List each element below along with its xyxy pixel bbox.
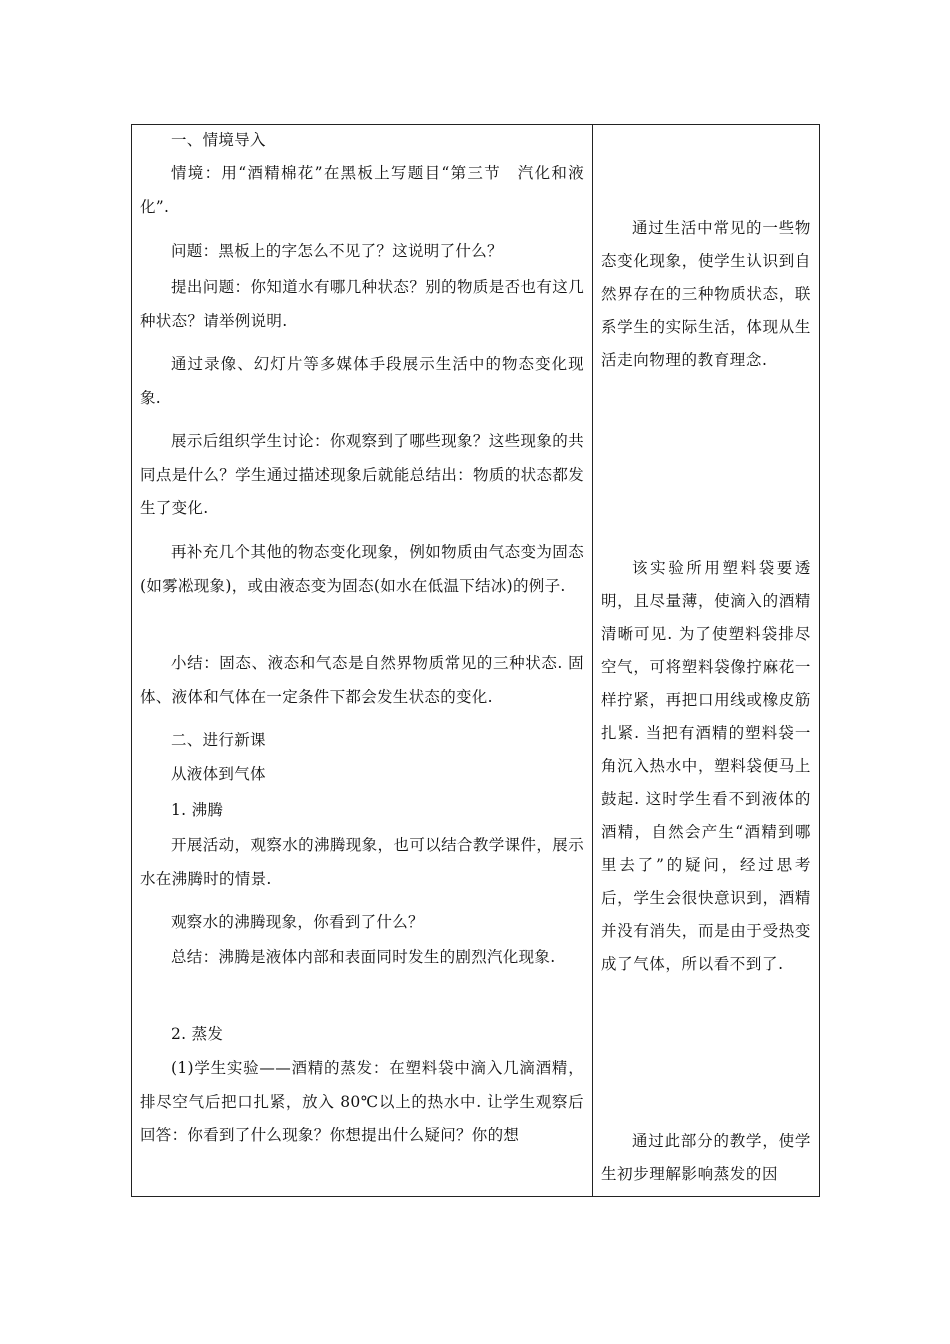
note-plastic-bag-experiment: 该实验所用塑料袋要透明，且尽量薄，使滴入的酒精清晰可见. 为了使塑料袋排尽空气，可将塑料袋像拧麻花一样拧紧，再把口用线或橡皮筋扎紧. 当把有酒精的塑料袋一角沉入热水中，塑料袋便马上鼓起. 这时学生看不到液体的酒精，自然会产生“酒精到哪里去了”的疑问，经过思考后，学生会很快意识到，酒精并没有消失，而是由于受热变成了气体，所以看不到了. bbox=[601, 559, 811, 973]
paragraph-raise-question: 提出问题：你知道水有哪几种状态？别的物质是否也有这几种状态？请举例说明. bbox=[140, 278, 584, 330]
paragraph-scenario: 情境：用“酒精棉花”在黑板上写题目“第三节 汽化和液化”. bbox=[140, 164, 584, 216]
column-divider bbox=[592, 124, 593, 1197]
paragraph-boiling-observe: 观察水的沸腾现象，你看到了什么？ bbox=[171, 913, 424, 931]
paragraph-alcohol-experiment: (1)学生实验——酒精的蒸发：在塑料袋中滴入几滴酒精，排尽空气后把口扎紧，放入 80℃以上的热水中. 让学生观察后回答：你看到了什么现象？你想提出什么疑问？你的想 bbox=[140, 1059, 584, 1144]
note-evaporation-teaching: 通过此部分的教学，使学生初步理解影响蒸发的因 bbox=[601, 1132, 811, 1183]
paragraph-question: 问题：黑板上的字怎么不见了？这说明了什么？ bbox=[171, 242, 503, 260]
paragraph-multimedia: 通过录像、幻灯片等多媒体手段展示生活中的物态变化现象. bbox=[140, 355, 584, 407]
paragraph-discussion: 展示后组织学生讨论：你观察到了哪些现象？这些现象的共同点是什么？学生通过描述现象后就能总结出：物质的状态都发生了变化. bbox=[140, 432, 584, 517]
note-phase-change-intent: 通过生活中常见的一些物态变化现象，使学生认识到自然界存在的三种物质状态，联系学生的实际生活，体现从生活走向物理的教育理念. bbox=[601, 219, 811, 369]
subheading-evaporation: 2. 蒸发 bbox=[171, 1025, 224, 1043]
paragraph-summary: 小结：固态、液态和气态是自然界物质常见的三种状态. 固体、液体和气体在一定条件下都会发生状态的变化. bbox=[140, 654, 584, 706]
paragraph-boiling-activity: 开展活动，观察水的沸腾现象，也可以结合教学课件，展示水在沸腾时的情景. bbox=[140, 836, 584, 888]
subheading-boiling: 1. 沸腾 bbox=[171, 801, 224, 819]
section-heading-intro: 一、情境导入 bbox=[171, 131, 266, 149]
paragraph-supplement: 再补充几个其他的物态变化现象，例如物质由气态变为固态(如雾凇现象)，或由液态变为固态(如水在低温下结冰)的例子. bbox=[140, 543, 584, 595]
paragraph-boiling-summary: 总结：沸腾是液体内部和表面同时发生的剧烈汽化现象. bbox=[171, 948, 556, 966]
subheading-liquid-to-gas: 从液体到气体 bbox=[171, 765, 266, 783]
section-heading-new-lesson: 二、进行新课 bbox=[171, 731, 266, 749]
